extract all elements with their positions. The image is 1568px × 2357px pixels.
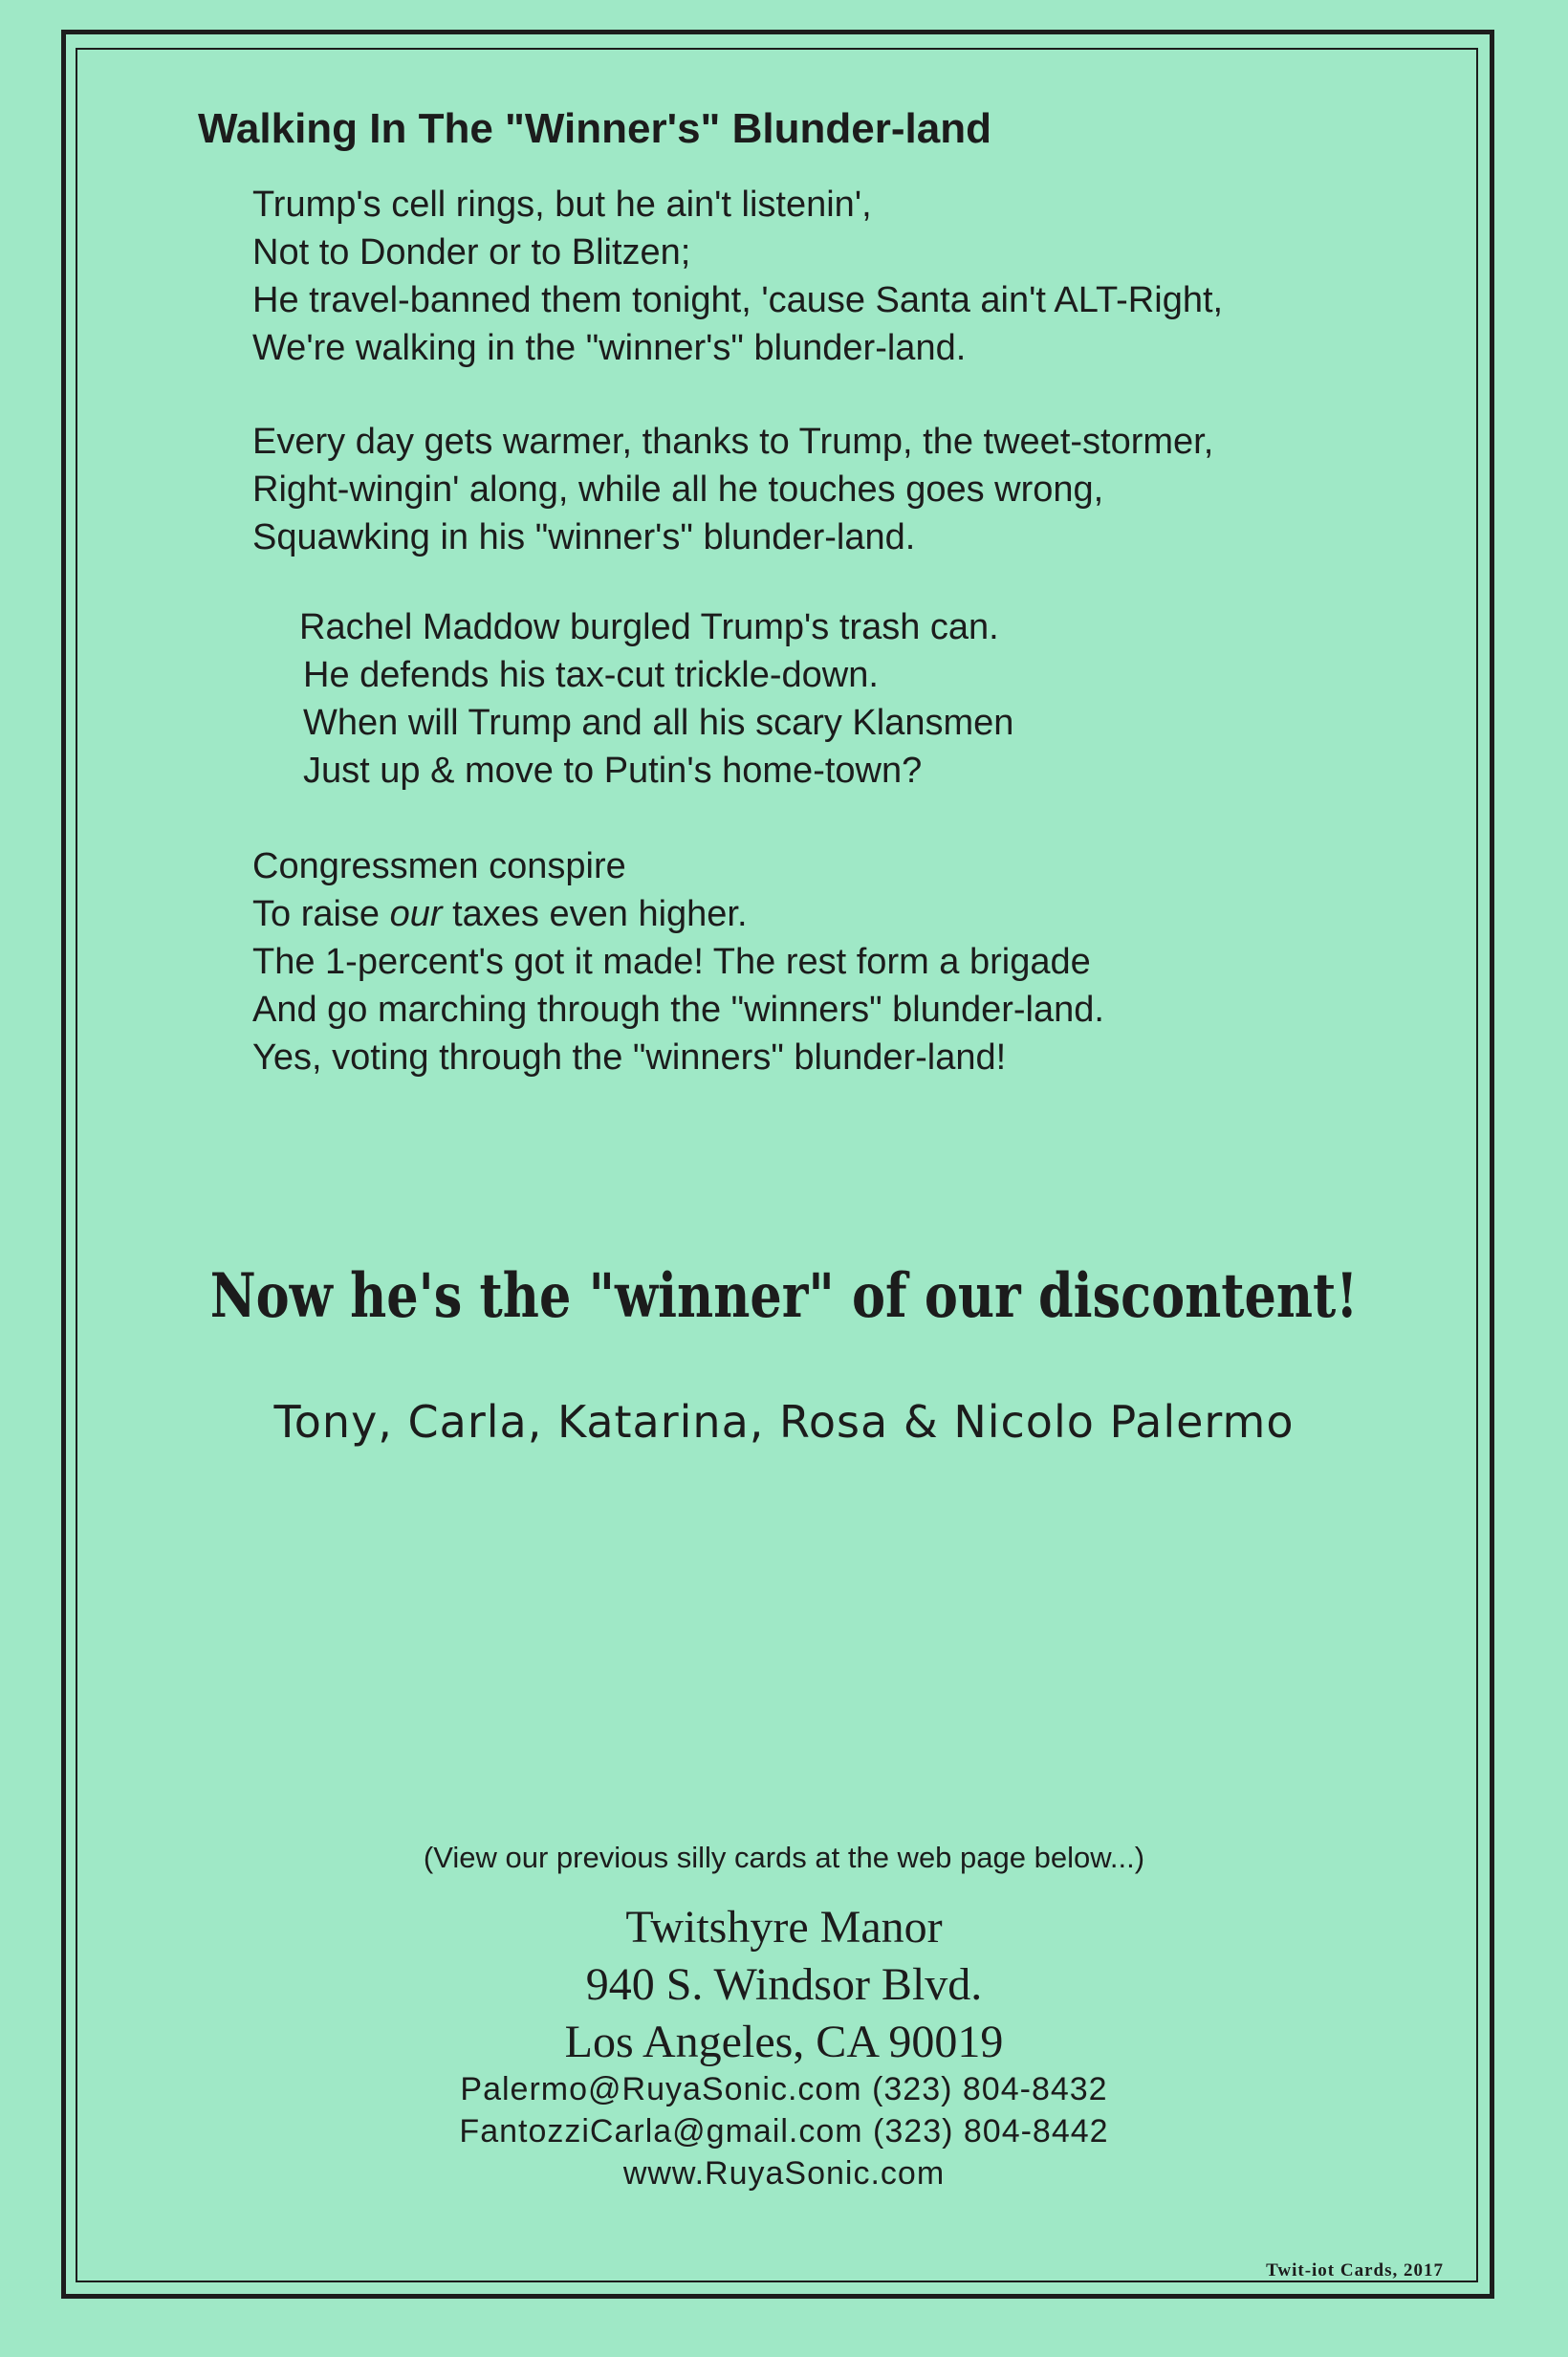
poem-line: The 1-percent's got it made! The rest form a brigade bbox=[252, 942, 1091, 982]
website-link[interactable]: www.RuyaSonic.com bbox=[622, 2155, 946, 2192]
poem-line: Right-wingin' along, while all he touches goes wrong, bbox=[252, 469, 1104, 510]
signature: Tony, Carla, Katarina, Rosa & Nicolo Palermo bbox=[273, 1396, 1295, 1448]
address-street: 940 S. Windsor Blvd. bbox=[585, 1959, 983, 2010]
poem-line bbox=[252, 893, 748, 935]
poem-line: When will Trump and all his scary Klansmen bbox=[303, 703, 1014, 743]
emphasized-word: our bbox=[389, 894, 443, 934]
poem-line-part: taxes even higher. bbox=[442, 894, 748, 934]
address-city: Los Angeles, CA 90019 bbox=[564, 2017, 1004, 2067]
poem-title: Walking In The "Winner's" Blunder-land bbox=[198, 105, 991, 152]
poem-line: Yes, voting through the "winners" blunder-land! bbox=[252, 1037, 1007, 1078]
poem-line: Rachel Maddow burgled Trump's trash can. bbox=[299, 607, 999, 647]
poem-line: Squawking in his "winner's" blunder-land. bbox=[252, 517, 916, 557]
card-credit: Twit-iot Cards, 2017 bbox=[1266, 2260, 1444, 2281]
poem-line-part: To raise bbox=[252, 894, 390, 934]
poem-line: Congressmen conspire bbox=[252, 846, 626, 886]
poem-line: He travel-banned them tonight, 'cause Santa ain't ALT-Right, bbox=[252, 280, 1224, 320]
poem-line: Trump's cell rings, but he ain't listenin', bbox=[252, 185, 872, 225]
poem-line: Just up & move to Putin's home-town? bbox=[303, 751, 923, 791]
poem-line: Every day gets warmer, thanks to Trump, the tweet-stormer, bbox=[252, 422, 1214, 462]
contact-line: Palermo@RuyaSonic.com (323) 804-8432 bbox=[460, 2071, 1108, 2107]
headline: Now he's the "winner" of our discontent! bbox=[209, 1260, 1359, 1332]
poem-line: We're walking in the "winner's" blunder-land. bbox=[252, 328, 967, 368]
web-page-note: (View our previous silly cards at the web page below...) bbox=[423, 1841, 1145, 1874]
poem-line: And go marching through the "winners" blunder-land. bbox=[252, 990, 1104, 1030]
poem-line: Not to Donder or to Blitzen; bbox=[252, 232, 691, 273]
contact-line: FantozziCarla@gmail.com (323) 804-8442 bbox=[459, 2113, 1109, 2150]
poem-line: He defends his tax-cut trickle-down. bbox=[303, 655, 879, 695]
address-name: Twitshyre Manor bbox=[625, 1902, 943, 1953]
